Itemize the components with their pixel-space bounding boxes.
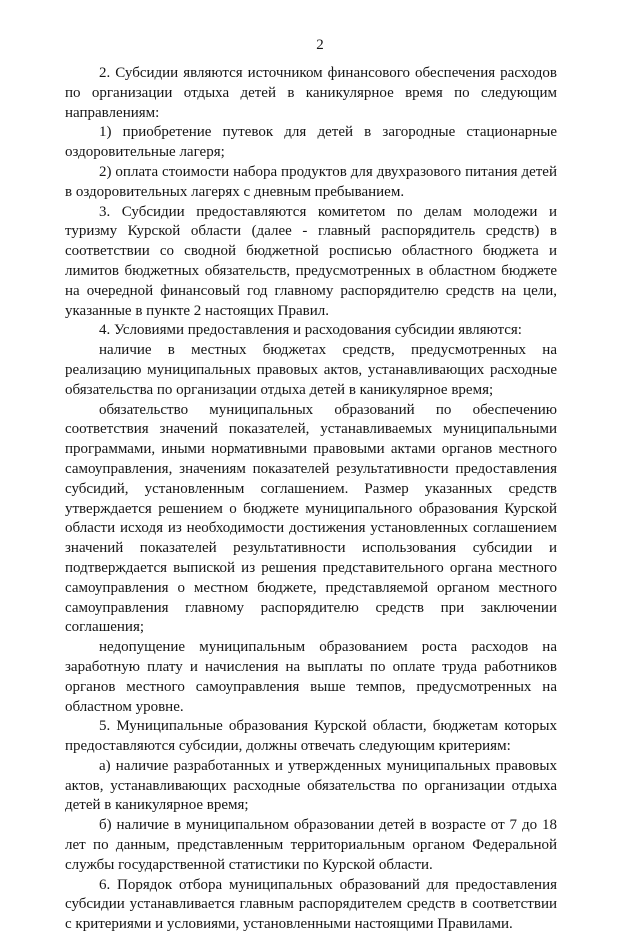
paragraph-5-criterion-a: а) наличие разработанных и утвержденных муниципальных правовых актов, устанавливающих расходные обязательства по организации отдыха детей в каникулярное время; [65,757,557,814]
paragraph-4-condition-obligation: обязательство муниципальных образований по обеспечению соответствия значений показателей, устанавливаемых муниципальными программами, иными нормативными правовыми актами органов местного самоуправления, значениям показателей результативности предоставления субсидий, установленным соглашением. Размер указанных средств утверждается решением о бюджете муниципального образования Курской области исходя из необходимости достижения установленных соглашением значений показателей результативности использования субсидии и подтверждается выпиской из решения представительного органа местного самоуправления о местном бюджете, представляемой органом местного самоуправления главному распорядителю средств при заключении соглашения; [65,401,557,636]
paragraph-3-provider: 3. Субсидии предоставляются комитетом по делам молодежи и туризму Курской области (далее - главный распорядитель средств) в соответствии со сводной бюджетной росписью областного бюджета и лимитов бюджетных обязательств, предусмотренных в областном бюджете на очередной финансовый год главному распорядителю средств на цели, указанные в пункте 2 настоящих Правил. [65,203,557,319]
paragraph-5-criteria-heading: 5. Муниципальные образования Курской области, бюджетам которых предоставляются субсидии, должны отвечать следующим критериям: [65,718,557,755]
paragraph-2-item-2-food: 2) оплата стоимости набора продуктов для двухразового питания детей в оздоровительных лагерях с дневным пребыванием. [65,163,557,200]
paragraph-5-criterion-b: б) наличие в муниципальном образовании детей в возрасте от 7 до 18 лет по данным, представленным территориальным органом Федеральной службы государственной статистики по Курской области. [65,817,557,873]
paragraph-4-condition-wage-growth: недопущение муниципальным образованием роста расходов на заработную плату и начисления на выплаты по оплате труда работников органов местного самоуправления выше темпов, предусмотренных на областном уровне. [65,639,557,715]
document-body [65,64,557,935]
paragraph-6-selection-order: 6. Порядок отбора муниципальных образований для предоставления субсидии устанавливается главным распорядителем средств в соответствии с критериями и условиями, установленными настоящими Правилами. [65,876,557,933]
paragraph-2-subsidies-source: 2. Субсидии являются источником финансового обеспечения расходов по организации отдыха детей в каникулярное время по следующим направлениям: [65,65,557,121]
paragraph-4-condition-local-budgets: наличие в местных бюджетах средств, предусмотренных на реализацию муниципальных правовых актов, устанавливающих расходные обязательства по организации отдыха детей в каникулярное время; [65,342,557,398]
page-number: 2 [316,37,324,53]
paragraph-4-conditions-heading: 4. Условиями предоставления и расходования субсидии являются: [99,322,522,339]
paragraph-2-item-1-vouchers: 1) приобретение путевок для детей в загородные стационарные оздоровительные лагеря; [65,124,557,161]
